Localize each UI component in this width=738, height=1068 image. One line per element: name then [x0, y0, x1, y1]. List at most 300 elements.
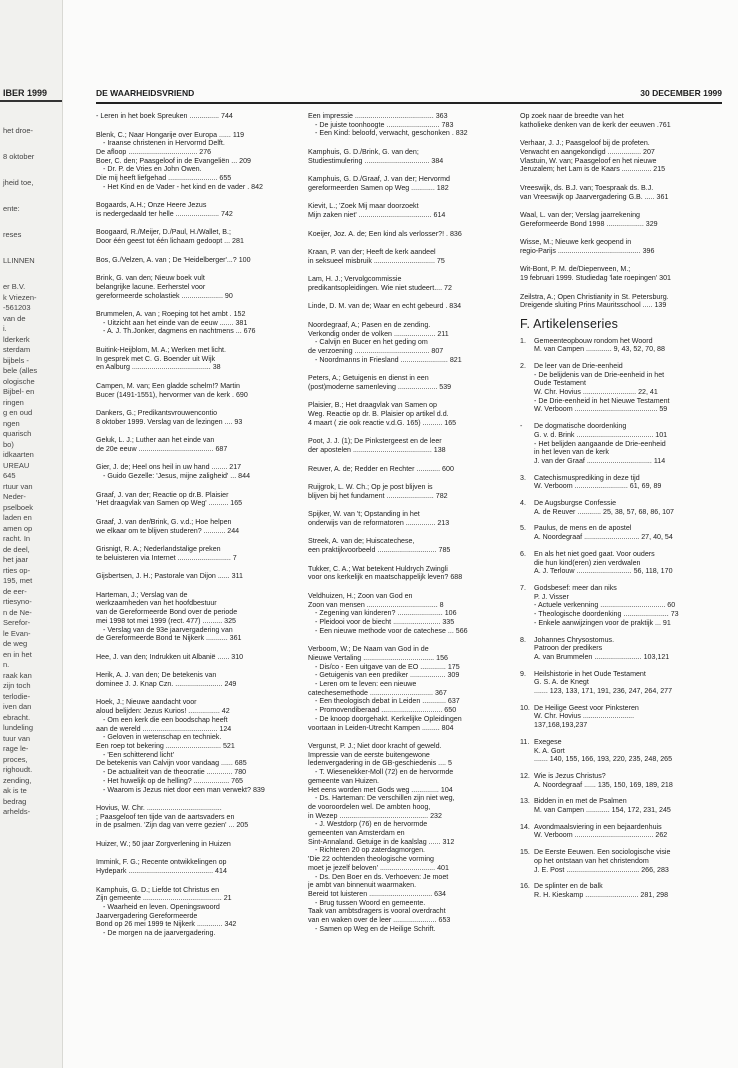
- index-entry-line: Gereformeerde Bond 1998 ................... 329: [520, 219, 658, 228]
- index-entry-line: Bereid tot luisteren ................................ 634: [308, 889, 446, 898]
- index-entry-line: - Ds. Den Boer en ds. Verhoeven: Je moet: [315, 872, 449, 881]
- index-entry-line: Studiestimulering ................................. 384: [308, 156, 444, 165]
- author-index-continued: [520, 112, 722, 310]
- index-entry-line: voor ons kerkelijk en maatschappelijk leven? 688: [308, 573, 463, 582]
- edge-text-fragment: 645: [3, 471, 16, 480]
- edge-text-fragment: het droe-: [3, 126, 34, 135]
- index-entry-line: Noordegraaf, A.; Pasen en de zending.: [308, 320, 431, 329]
- index-entry: [96, 409, 294, 426]
- series-item: [520, 337, 722, 354]
- index-entry-line: - Pleidooi voor de biecht ........................ 335: [315, 617, 455, 626]
- index-entry-line: - Leren in het boek Spreuken ............... 744: [96, 112, 233, 120]
- edge-text-fragment: bo): [3, 439, 14, 449]
- index-entry-line: - Noordmanns in Friesland ........................ 821: [315, 355, 462, 364]
- index-entry-line: van en waken over de leer ...................... 653: [308, 916, 451, 925]
- index-entry-line: - Om een kerk die een boodschap heeft: [103, 715, 228, 724]
- series-item-number: 12.: [520, 771, 530, 780]
- series-item-body: [534, 636, 722, 662]
- index-entry-line: blijven bij het fundament ........................ 782: [308, 491, 448, 500]
- series-item-line: M. van Campen ............ 154, 172, 231, 245: [534, 806, 671, 815]
- index-entry-line: Immink, F. G.; Recente ontwikkelingen op: [96, 858, 227, 867]
- series-item-body: [534, 550, 722, 576]
- index-entry-line: Vlastuin, W. van; Paasgeloof en het nieuwe: [520, 156, 657, 165]
- series-item-line: Exegese: [534, 737, 562, 746]
- edge-text-fragment: bijbels -: [3, 355, 29, 365]
- index-entry-line: te beluisteren via Internet ........................... 7: [96, 553, 237, 562]
- edge-text-fragment: n de Ne-: [3, 607, 32, 617]
- previous-page-edge: [0, 0, 63, 1068]
- index-entry-line: - A. J. Th.Jonker, dagmens en nachtmens ... 676: [103, 327, 256, 336]
- series-item-line: Johannes Chrysostomus.: [534, 635, 615, 644]
- index-entry-line: Boer, C. den; Paasgeloof in de Evangeliën ... 209: [96, 156, 251, 165]
- index-entry-line: 8 oktober 1999. Verslag van de lezingen .... 93: [96, 417, 243, 426]
- series-item-line: A. Noordegraaf ............................ 27, 40, 54: [534, 533, 673, 542]
- index-entry-line: gemeenten van Amsterdam en: [308, 829, 405, 838]
- series-item-line: - De belijdenis van de Drie-eenheid in het: [534, 370, 665, 379]
- index-entry: [520, 211, 722, 228]
- index-entry-line: Waal, L. van der; Verslag jaarrekening: [520, 211, 641, 220]
- index-entry-line: - Uitzicht aan het einde van de eeuw ....... 381: [103, 318, 248, 327]
- index-entry-line: Reuver, A. de; Redder en Rechter ............ 600: [308, 464, 454, 473]
- index-entry: [96, 886, 294, 938]
- index-entry-line: Tukker, C. A.; Wat betekent Huldrych Zwingli: [308, 564, 448, 573]
- edge-text-fragment: rties op-: [3, 565, 31, 575]
- edge-text-fragment: 8 oktober: [3, 152, 35, 161]
- index-entry: [96, 256, 294, 265]
- series-item-body: [534, 823, 722, 840]
- series-item-line: W. Chr. Hovius ........................... 22, 41: [534, 388, 658, 397]
- series-item-line: - Enkele aanwijzingen voor de praktijk ... 91: [534, 618, 671, 627]
- index-entry-line: Bogaards, A.H.; Onze Heere Jezus: [96, 201, 207, 210]
- series-item-number: 6.: [520, 549, 526, 558]
- index-entry: [308, 275, 506, 292]
- index-entry-line: onderwijs van de reformatoren ............... 213: [308, 518, 450, 527]
- index-entry: [96, 310, 294, 336]
- index-entry-line: Kamphuis, G. D./Brink, G. van den;: [308, 147, 419, 156]
- edge-text-fragment: laden en: [3, 513, 32, 522]
- index-entry: [308, 437, 506, 454]
- series-item: [520, 524, 722, 541]
- series-item-body: [534, 422, 722, 466]
- index-entry: [96, 545, 294, 562]
- index-entry-line: Impressie van de eerste buitengewone: [308, 750, 430, 759]
- series-item-line: - De Drie-eenheid in het Nieuwe Testament: [534, 396, 670, 405]
- index-entry-line: - Geloven in wetenschap en techniek.: [103, 733, 222, 742]
- series-item-line: Godsbesef: meer dan niks: [534, 584, 617, 592]
- index-entry-line: een praktijkvoorbeeld .............................. 785: [308, 546, 451, 555]
- edge-text-fragment: zijn toch: [3, 681, 31, 690]
- index-column-1: [96, 112, 294, 1057]
- edge-text-fragment: g en oud: [3, 408, 33, 417]
- index-entry-line: Brummelen, A. van ; Roeping tot het ambt . 152: [96, 310, 246, 319]
- edge-text-fragment: raak kan: [3, 670, 32, 680]
- edge-text-fragment: er B.V.: [3, 282, 26, 291]
- series-item-number: 2.: [520, 361, 526, 370]
- series-item-line: J. E. Post ..................................... 266, 283: [534, 865, 669, 874]
- index-entry: [96, 591, 294, 643]
- index-entry-line: en Aalburg ........................................ 38: [96, 363, 221, 372]
- index-entry-line: - Een Kind: beloofd, verwacht, geschonken . 832: [315, 129, 468, 138]
- index-entry: [96, 228, 294, 245]
- index-entry-line: aan de wereld ...................................... 124: [96, 724, 232, 733]
- index-entry-line: - Een nieuwe methode voor de catechese ... 566: [315, 626, 468, 635]
- index-entry-line: - 'Een schitterend licht': [103, 750, 174, 759]
- series-item-number: 5.: [520, 524, 526, 533]
- series-item-line: De Heilige Geest voor Pinksteren: [534, 703, 639, 712]
- index-entry-line: Vergunst, P. J.; Niet door kracht of geweld.: [308, 742, 442, 750]
- series-item-line: De leer van de Drie-eenheid: [534, 361, 623, 370]
- series-item: [520, 499, 722, 516]
- index-entry: [520, 184, 722, 201]
- index-entry: [308, 645, 506, 732]
- series-item-number: 7.: [520, 584, 526, 592]
- index-entry: [96, 804, 294, 830]
- index-entry-line: Brink, G. van den; Nieuw boek vult: [96, 274, 205, 283]
- index-entry-line: - Een theologisch debat in Leiden ............ 637: [315, 697, 460, 706]
- series-section-title: Artikelenseries: [533, 316, 619, 331]
- index-entry: [96, 572, 294, 581]
- index-entry-line: Zoon van mensen .................................... 8: [308, 600, 444, 609]
- series-item: [520, 584, 722, 628]
- series-item-line: - Het belijden aangaande de Drie-eenheid: [534, 439, 666, 448]
- series-item-body: [534, 499, 722, 516]
- index-entry-line: - Zegening van kinderen? ....................... 106: [315, 609, 457, 618]
- index-entry: [308, 202, 506, 219]
- index-entry-line: de verzoening ...................................... 807: [308, 347, 444, 356]
- index-entry-line: Geluk, L. J.; Luther aan het einde van: [96, 436, 215, 445]
- series-item-line: Wie is Jezus Christus?: [534, 771, 606, 780]
- index-entry-line: ledenvergadering in de GB-geschiedenis .... 5: [308, 759, 452, 768]
- edge-text-fragment: k Vriezen-: [3, 292, 37, 302]
- index-entry-line: Bucer (1491-1551), hervormer van de kerk . 690: [96, 390, 248, 399]
- index-entry-line: regio-Parijs .......................................... 396: [520, 246, 655, 255]
- index-entry-line: je ambt van binnenuit waarmaken.: [308, 881, 417, 890]
- index-entry: [96, 382, 294, 399]
- series-item-line: M. van Campen ............. 9, 43, 52, 70, 88: [534, 345, 665, 354]
- index-entry-line: Blenk, C.; Naar Hongarije over Europa ...... 119: [96, 130, 245, 139]
- series-item-line: A. van Brummelen ........................ 103,121: [534, 652, 670, 661]
- index-entry-line: 'Die 22 ochtenden theologische vorming: [308, 855, 434, 864]
- index-entry-line: gereformeerden Samen op Weg ............ 182: [308, 183, 449, 192]
- series-item-line: ....... 123, 133, 171, 191, 236, 247, 264, 277: [534, 687, 673, 696]
- series-item-line: En als het niet goed gaat. Voor ouders: [534, 549, 655, 558]
- index-entry: [96, 518, 294, 535]
- index-entry-line: Hydepark ........................................... 414: [96, 867, 227, 876]
- series-item: [520, 738, 722, 764]
- index-entry: [308, 742, 506, 933]
- index-entry: [96, 653, 294, 662]
- index-entry: [308, 537, 506, 554]
- edge-text-fragment: lderkerk: [3, 334, 30, 344]
- edge-text-fragment: jheid toe,: [3, 178, 34, 187]
- index-entry-line: Verhaar, J. J.; Paasgeloof bij de profeten.: [520, 139, 650, 148]
- edge-text-fragment: de eer-: [3, 586, 27, 596]
- series-item-body: [534, 704, 722, 730]
- series-item: [520, 882, 722, 899]
- series-item-body: [534, 584, 722, 628]
- index-entry: [308, 483, 506, 500]
- index-entry-line: in seksueel misbruik ............................... 75: [308, 256, 445, 265]
- edge-text-fragment: bele (alles: [3, 366, 38, 375]
- series-item-body: [534, 337, 722, 354]
- edge-text-fragment: proces,: [3, 754, 28, 764]
- index-entry-line: - Verslag van de 93e jaarvergadering van: [103, 625, 233, 634]
- series-item-line: K. A. Gort: [534, 746, 565, 755]
- series-item-line: W. Verboom ........................................ 262: [534, 831, 668, 840]
- index-entry-line: - T. Wiesenekker-Moll (72) en de hervormde: [315, 768, 454, 777]
- edge-text-fragment: rtiesyno-: [3, 597, 32, 606]
- index-entry: [308, 148, 506, 165]
- index-entry-line: Jaarvergadering Gereformeerde: [96, 911, 198, 920]
- series-item-number: 9.: [520, 669, 526, 678]
- index-entry-line: Huizer, W.; 50 jaar Zorgverlening in Huizen: [96, 839, 231, 848]
- index-entry: [96, 346, 294, 372]
- index-entry: [308, 175, 506, 192]
- series-item-line: Catechismusprediking in deze tijd: [534, 473, 640, 482]
- series-item-line: op het ontstaan van het christendom: [534, 856, 649, 865]
- edge-text-fragment: 195, met: [3, 576, 33, 585]
- edge-text-fragment: Neder-: [3, 492, 26, 501]
- index-entry-line: Streek, A. van de; Huiscatechese,: [308, 537, 415, 546]
- series-item: [520, 550, 722, 576]
- index-entry-line: - Leren om te leven: een nieuwe: [315, 679, 417, 688]
- series-item-line: De splinter en de balk: [534, 882, 603, 891]
- index-entry-line: aloud belijden: Jezus Kurios! ................ 42: [96, 707, 230, 716]
- series-item-body: [534, 848, 722, 874]
- index-entry-line: Bond op 26 mei 1999 te Nijkerk ............. 342: [96, 920, 237, 929]
- index-entry: [520, 112, 722, 129]
- index-entry: [96, 858, 294, 875]
- edge-text-fragment: de weg: [3, 639, 28, 648]
- series-item-line: De dogmatische doordenking: [534, 422, 627, 431]
- edge-text-fragment: -561203: [3, 303, 31, 312]
- edge-text-fragment: Serefor-: [3, 618, 31, 627]
- series-item-line: Gemeenteopbouw rondom het Woord: [534, 336, 653, 345]
- index-entry-line: Ruijgrok, L. W. Ch.; Op je post blijven is: [308, 483, 433, 492]
- index-entry: [96, 491, 294, 508]
- index-entry-line: - Richteren 20 op zaterdagmorgen.: [315, 846, 426, 855]
- index-entry: [96, 112, 294, 121]
- index-entry-line: we elkaar om te blijven studeren? ........... 244: [96, 526, 240, 535]
- series-item-line: W. Verboom ........................... 61, 69, 89: [534, 482, 662, 491]
- edge-text-fragment: sterdam: [3, 345, 31, 354]
- index-entry-line: Zijn gemeente ........................................ 21: [96, 894, 232, 903]
- series-item: [520, 823, 722, 840]
- index-entry-line: gemeente van Huizen.: [308, 776, 379, 785]
- series-item-number: 11.: [520, 737, 530, 746]
- edge-text-fragment: reses: [3, 230, 22, 239]
- series-item-body: [534, 362, 722, 414]
- series-item: [520, 670, 722, 696]
- index-entry: [96, 463, 294, 480]
- index-entry: [96, 436, 294, 453]
- index-entry-line: Verwacht en aangekondigd ................. 207: [520, 147, 655, 156]
- index-entry-line: voortaan in Leiden-Utrecht Kampen ......... 804: [308, 723, 454, 732]
- series-item-line: die hun kind(eren) zien verdwalen: [534, 558, 641, 567]
- edge-text-fragment: n.: [3, 660, 10, 669]
- edge-text-fragment: ologische: [3, 376, 35, 386]
- index-entry-line: - Dis/co - Een uitgave van de EO ............. 175: [315, 662, 460, 671]
- edge-text-fragment: iven dan: [3, 702, 32, 711]
- edge-text-fragment: rage le-: [3, 744, 29, 753]
- index-entry-line: catechesemethode ................................ 367: [308, 688, 447, 697]
- index-entry-line: - Dr. P. de Vries en John Owen.: [103, 165, 202, 174]
- index-entry-line: - Brug tussen Woord en gemeente.: [315, 898, 426, 907]
- index-entry-line: - Guido Gezelle: 'Jesus, mijne zaligheid' ... 844: [103, 472, 251, 481]
- edge-text-fragment: tuur van: [3, 733, 31, 743]
- index-entry-line: Hee, J. van den; Indrukken uit Albanië ...... 310: [96, 652, 244, 661]
- index-column-2: [308, 112, 506, 1057]
- index-entry-line: ; Paasgeloof ten tijde van de aartsvaders en: [96, 812, 235, 821]
- index-entry-line: Verboom, W.; De Naam van God in de: [308, 645, 429, 654]
- index-entry-line: - Ds. Harteman: De verschillen zijn niet weg,: [315, 794, 455, 803]
- series-item-line: ....... 140, 155, 166, 193, 220, 235, 248, 265: [534, 755, 673, 764]
- index-entry-line: - Waarom is Jezus niet door een man verwekt? 839: [103, 785, 265, 794]
- index-entry: [96, 698, 294, 794]
- index-entry-line: Taak van ambtsdragers is vooral overdracht: [308, 907, 446, 916]
- series-item: [520, 474, 722, 491]
- index-entry: [96, 201, 294, 218]
- index-entry-line: Op zoek naar de breedte van het: [520, 112, 624, 120]
- index-entry-line: Het eens worden met Gods weg .............. 104: [308, 785, 453, 794]
- series-item: [520, 636, 722, 662]
- index-entry-line: - J. Westdorp (76) en de hervormde: [315, 820, 428, 829]
- edge-text-fragment: ngen: [3, 418, 20, 428]
- edge-text-fragment: van de: [3, 313, 26, 323]
- index-entry-line: Kamphuis, G. D./Graaf, J. van der; Hervormd: [308, 175, 450, 184]
- edge-text-fragment: UREAU: [3, 460, 30, 470]
- index-entry-line: Poot, J. J. (1); De Pinkstergeest en de leer: [308, 437, 442, 446]
- index-entry-line: Verkondig onder de volken ..................... 211: [308, 329, 449, 338]
- series-item-line: W. Chr. Hovius ..........................: [534, 712, 635, 721]
- edge-text-fragment: arhelds-: [3, 807, 31, 816]
- series-item-line: A. J. Terlouw ............................ 56, 118, 170: [534, 567, 673, 576]
- edge-text-fragment: quarisch: [3, 429, 32, 438]
- index-entry-line: de Gereformeerde Bond te Nijkerk ........... 361: [96, 634, 242, 643]
- index-entry-line: Grisnigt, R. A.; Nederlandstalige preken: [96, 545, 221, 554]
- index-entry-line: Wit-Bont, P. M. de/Diepenveen, M.;: [520, 265, 631, 274]
- index-entry-line: Bos, G./Velzen, A. van ; De 'Heidelberger'...? 100: [96, 255, 251, 264]
- index-entry-line: - De juiste toonhoogte ........................... 783: [315, 120, 454, 129]
- series-item-line: 137,168,193,237: [534, 721, 588, 730]
- series-item-line: J. van der Graaf ................................. 114: [534, 456, 666, 465]
- index-entry-line: - Het Kind en de Vader - het kind en de vader . 842: [103, 182, 263, 191]
- series-item: [520, 772, 722, 789]
- index-entry-line: - Samen op Weg en de Heilige Schrift.: [315, 924, 436, 933]
- edge-text-fragment: idkaarten: [3, 450, 34, 459]
- series-item-number: 15.: [520, 848, 530, 857]
- index-entry-line: de 20e eeuw ...................................... 687: [96, 444, 228, 453]
- index-entry-line: - Getuigenis van een prediker .................. 309: [315, 671, 460, 680]
- index-entry-line: - De knoop doorgehakt. Kerkelijke Opleidingen: [315, 714, 462, 723]
- index-entry: [96, 274, 294, 300]
- index-entry-line: van Vreeswijk op Jaarvergadering G.B. ..... 361: [520, 192, 669, 201]
- index-entry-line: Zeilstra, A.; Open Christianity in St. Petersburg.: [520, 292, 669, 301]
- series-item-line: - Theologische doordenking ....................... 73: [534, 610, 679, 619]
- series-section-letter: F.: [520, 316, 531, 331]
- series-item-body: [534, 474, 722, 491]
- series-item-number: -: [520, 422, 523, 431]
- series-item-line: A. Noordegraaf ...... 135, 150, 169, 189, 218: [534, 780, 673, 789]
- series-section-heading: [520, 316, 722, 331]
- index-entry-line: - Calvijn en Bucer en het geding om: [315, 338, 428, 347]
- series-item-number: 16.: [520, 882, 530, 891]
- edge-text-fragment: racht. In: [3, 534, 31, 543]
- series-item-body: [534, 882, 722, 899]
- index-entry-line: Buitink-Heijblom, M. A.; Werken met licht.: [96, 345, 226, 354]
- series-item-number: 3.: [520, 473, 526, 482]
- index-entry-line: Door één geest tot één lichaam gedoopt ... 281: [96, 237, 244, 246]
- series-item-line: Oude Testament: [534, 379, 586, 388]
- index-entry-line: predikantsopleidingen. Wie niet studeert.... 72: [308, 283, 452, 292]
- index-entry-line: Die mij heeft liefgehad ......................... 655: [96, 174, 232, 183]
- index-entry-line: der apostelen ........................................ 138: [308, 446, 446, 455]
- index-entry-line: Herik, A. J. van den; De betekenis van: [96, 671, 217, 680]
- index-entry-line: Graaf, J. van der; Reactie op dr.B. Plaisier: [96, 490, 229, 499]
- index-entry: [520, 293, 722, 310]
- index-entry-line: - Waarheid en leven. Openingswoord: [103, 903, 220, 912]
- series-item-line: Bidden in en met de Psalmen: [534, 797, 627, 806]
- index-entry-line: Mijn zaken niet' ..................................... 614: [308, 211, 446, 220]
- index-entry-line: In gesprek met C. G. Boender uit Wijk: [96, 354, 216, 363]
- index-entry-line: Spijker, W. van 't; Opstanding in het: [308, 510, 420, 519]
- index-entry-line: 19 februari 1999. Studiedag 'late roepingen' 301: [520, 274, 672, 283]
- previous-page-date: IBER 1999: [0, 88, 63, 102]
- index-entry-line: Veldhuizen, H.; Zoon van God en: [308, 591, 413, 600]
- index-entry: [308, 510, 506, 527]
- index-entry-line: Harteman, J.; Verslag van de: [96, 590, 188, 599]
- index-entry-line: - Iraanse christenen in Hervormd Delft.: [103, 139, 225, 148]
- page-header: [96, 88, 722, 104]
- series-item: [520, 704, 722, 730]
- index-entry-line: in Wezep ............................................. 232: [308, 811, 442, 820]
- series-item-line: G. S. A. de Knegt: [534, 678, 589, 687]
- index-entry: [308, 592, 506, 636]
- index-entry: [308, 302, 506, 311]
- index-entry-line: - Promovendiberaad ............................... 650: [315, 706, 457, 715]
- index-entry-line: Gier, J. de; Heel ons heil in uw hand ........ 217: [96, 463, 242, 472]
- index-entry-line: Sint-Annaland. Getuige in de kaalslag ...... 312: [308, 837, 455, 846]
- series-item-line: Paulus, de mens en de apostel: [534, 524, 632, 533]
- index-entry-line: Kamphuis, G. D.; Liefde tot Christus en: [96, 885, 220, 894]
- index-entry-line: Vreeswijk, ds. B.J. van; Toespraak ds. B.J.: [520, 183, 654, 192]
- series-item-line: Avondmaalsviering in een bejaardenhuis: [534, 822, 662, 831]
- index-entry-line: Lam, H. J.; Vervolgcommissie: [308, 275, 402, 284]
- index-entry-line: Koeijer, Joz. A. de; Een kind als verlosser?! . 836: [308, 229, 462, 238]
- index-entry-line: (post)moderne samenleving .................... 539: [308, 382, 452, 391]
- series-item-body: [534, 524, 722, 541]
- index-entry-line: mei 1998 tot mei 1999 (rect. 477) .......... 325: [96, 616, 236, 625]
- index-column-3: [520, 112, 722, 1057]
- index-entry: [96, 131, 294, 192]
- edge-text-fragment: terlodie-: [3, 691, 31, 701]
- series-item: [520, 848, 722, 874]
- index-entry: [308, 321, 506, 365]
- index-entry-line: Dankers, G.; Predikantsvrouwencontio: [96, 409, 218, 418]
- index-entry-line: Plaisier, B.; Het draagvlak van Samen op: [308, 401, 437, 410]
- index-entry: [96, 671, 294, 688]
- index-entry-line: 'Het draagvlak van Samen op Weg' .......... 165: [96, 499, 243, 508]
- index-entry-line: Een roep tot bekering ............................ 521: [96, 742, 235, 750]
- index-entry-line: Kievit, L.; 'Zoek Mij maar doorzoekt: [308, 202, 419, 211]
- series-item-line: Patroon der predikers: [534, 644, 603, 653]
- index-entry-line: Boogaard, R./Meijer, D./Paul, H./Wallet, B.;: [96, 228, 231, 237]
- index-entry: [308, 465, 506, 474]
- series-item: [520, 362, 722, 414]
- index-entry-line: gereformeerde scholastiek ..................... 90: [96, 291, 233, 300]
- edge-text-fragment: bedrag: [3, 796, 27, 806]
- index-entry-line: Wisse, M.; Nieuwe kerk geopend in: [520, 238, 632, 247]
